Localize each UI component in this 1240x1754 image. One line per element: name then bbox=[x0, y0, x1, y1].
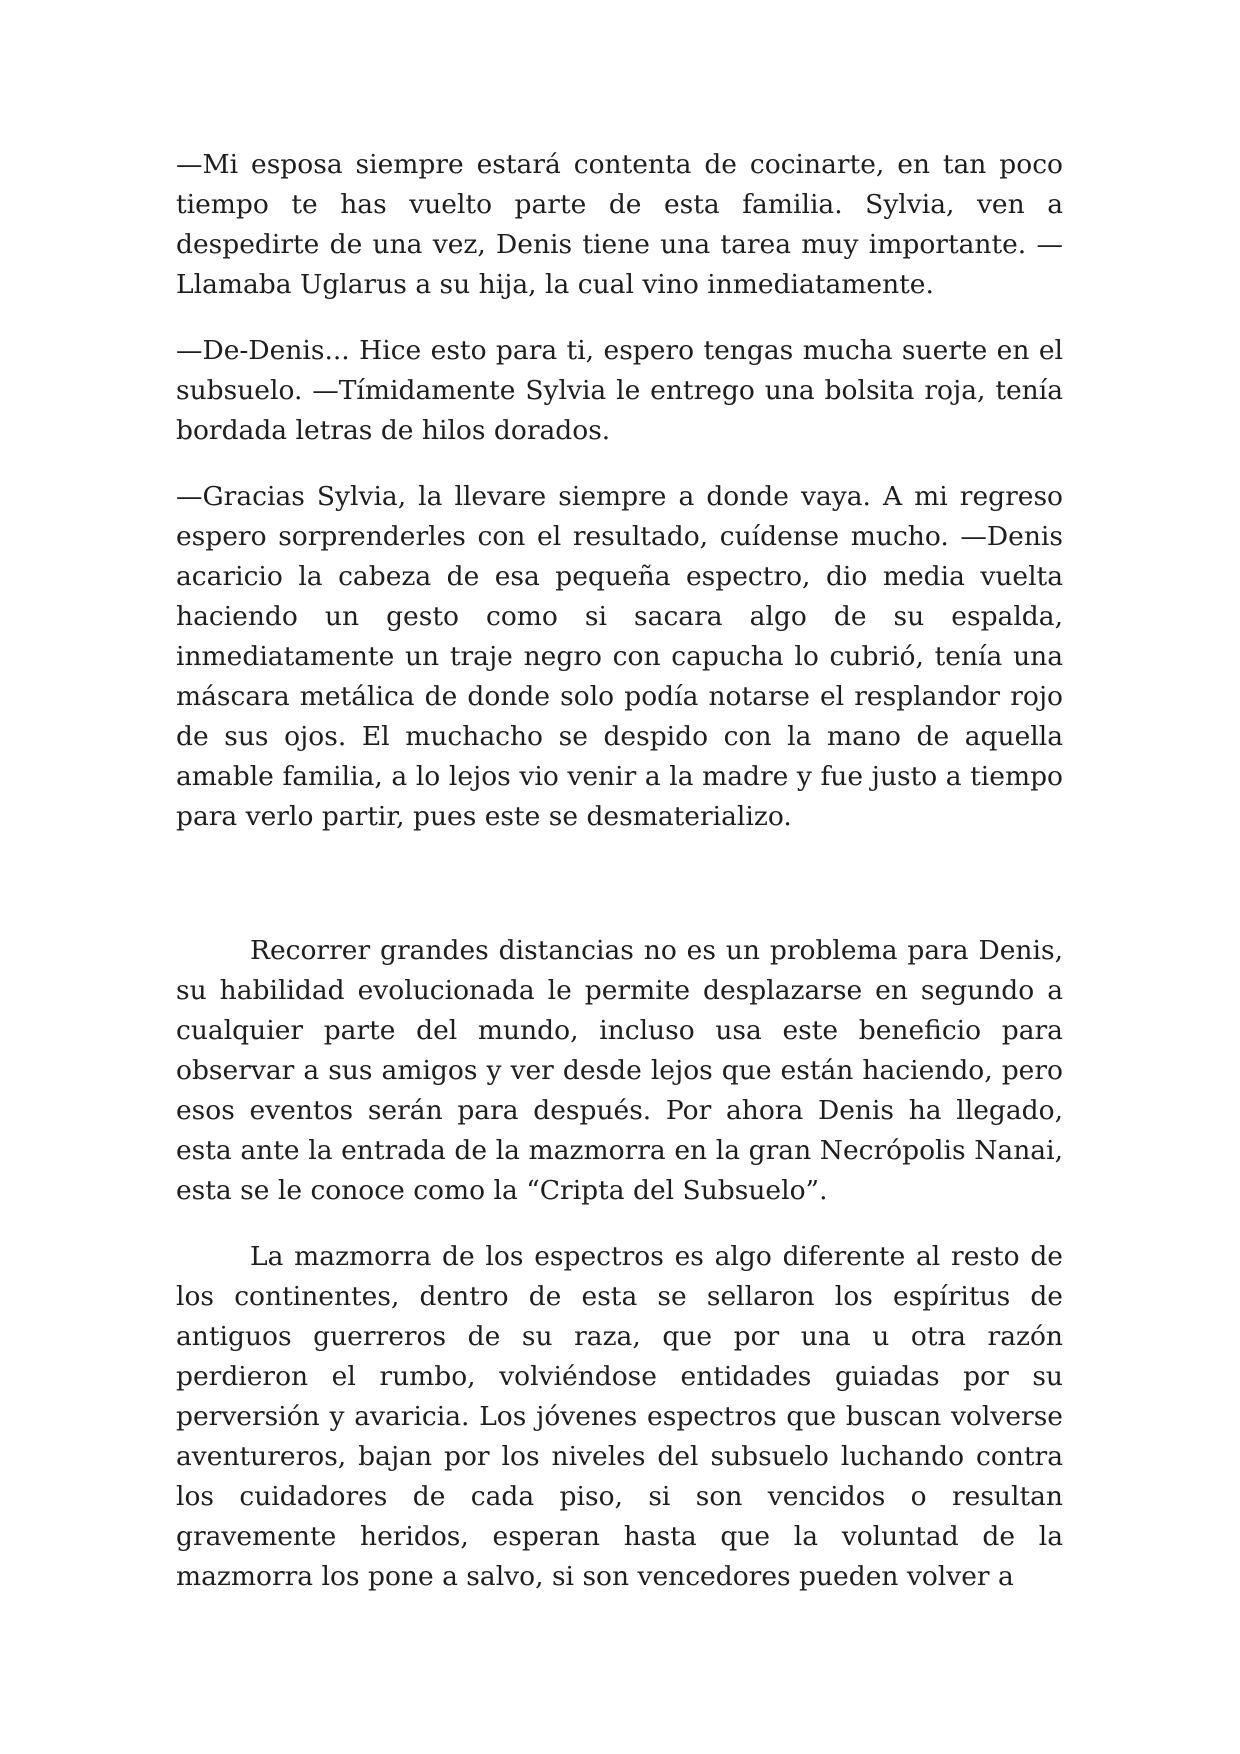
paragraph-dungeon: La mazmorra de los espectros es algo diferente al resto de los continentes, dentro de esta se sellaron los espíritus de antiguos guerreros de su raza, que por una u otra razón perdieron el rumbo, volviéndose entidades guiadas por su perversión y avaricia. Los jóvenes espectros que buscan volverse aventureros, bajan por los niveles del subsuelo luchando contra los cuidadores de cada piso, si son vencidos o resultan gravemente heridos, esperan hasta que la voluntad de la mazmorra los pone a salvo, si son vencedores pueden volver a bbox=[176, 1241, 1063, 1592]
paragraph-dialog-denis: —Gracias Sylvia, la llevare siempre a donde vaya. A mi regreso espero sorprenderles con el resultado, cuídense mucho. —Denis acaricio la cabeza de esa pequeña espectro, dio media vuelta haciendo un gesto como si sacara algo de su espalda, inmediatamente un traje negro con capucha lo cubrió, tenía una máscara metálica de donde solo podía notarse el resplandor rojo de sus ojos. El muchacho se despido con la mano de aquella amable familia, a lo lejos vio venir a la madre y fue justo a tiempo para verlo partir, pues este se desmaterializo. bbox=[176, 481, 1063, 832]
text-column bbox=[176, 145, 1063, 1597]
paragraph-travel: Recorrer grandes distancias no es un problema para Denis, su habilidad evolucionada le permite desplazarse en segundo a cualquier parte del mundo, incluso usa este beneficio para observar a sus amigos y ver desde lejos que están haciendo, pero esos eventos serán para después. Por ahora Denis ha llegado, esta ante la entrada de la mazmorra en la gran Necrópolis Nanai, esta se le conoce como la “Cripta del Subsuelo”. bbox=[176, 935, 1063, 1206]
paragraph-dialog-sylvia: —De-Denis... Hice esto para ti, espero tengas mucha suerte en el subsuelo. —Tímidamente Sylvia le entrego una bolsita roja, tenía bordada letras de hilos dorados. bbox=[176, 335, 1063, 446]
paragraph-dialog-uglarus: —Mi esposa siempre estará contenta de cocinarte, en tan poco tiempo te has vuelto parte de esta familia. Sylvia, ven a despedirte de una vez, Denis tiene una tarea muy importante. —Llamaba Uglarus a su hija, la cual vino inmediatamente. bbox=[176, 149, 1063, 300]
section-break bbox=[176, 837, 1063, 931]
